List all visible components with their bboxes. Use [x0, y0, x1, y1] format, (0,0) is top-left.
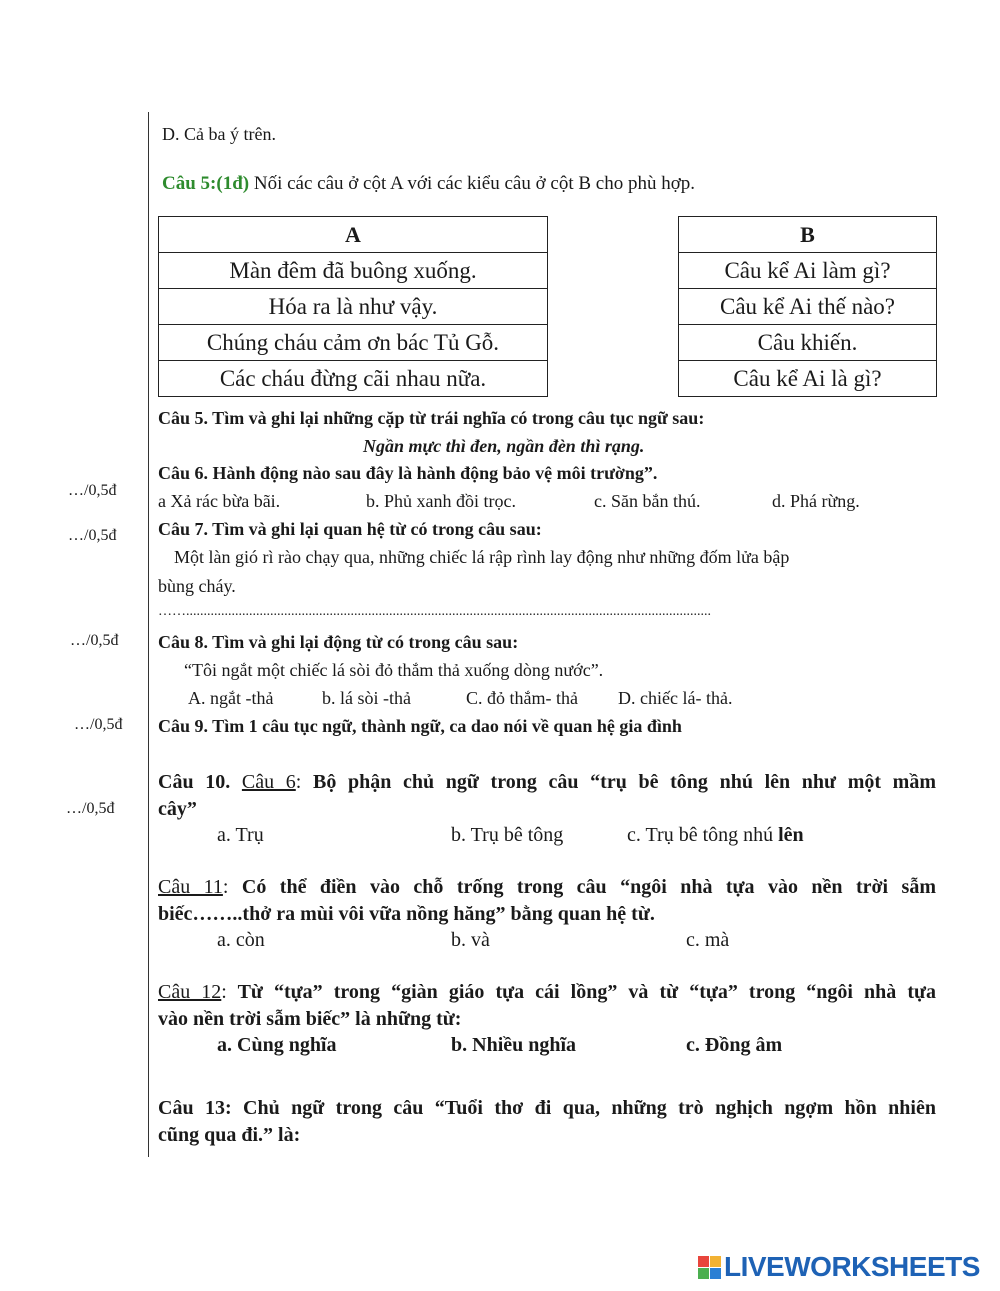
margin-rule — [148, 112, 149, 1157]
q12-question-line1: Câu 12: Từ “tựa” trong “giàn giáo tựa cái lồng” và từ “tựa” trong “ngôi nhà tựa — [158, 981, 937, 1003]
q6-option-b[interactable]: b. Phủ xanh đồi trọc. — [366, 491, 516, 511]
logo-square-red — [698, 1256, 709, 1267]
column-b-item[interactable]: Câu kể Ai làm gì? — [679, 253, 937, 289]
column-b-item[interactable]: Câu kể Ai là gì? — [679, 361, 937, 397]
q10-label: Câu 10. — [158, 771, 231, 793]
q6-question: Câu 6. Hành động nào sau đây là hành động bảo vệ môi trường”. — [158, 463, 658, 483]
q11-question-line2: biếc……..thở ra mùi vôi vữa nồng hăng” bằng quan hệ từ. — [158, 903, 655, 925]
logo-grid-icon — [698, 1256, 721, 1279]
q4-option-d: D. Cả ba ý trên. — [162, 124, 276, 144]
column-b-item[interactable]: Câu kể Ai thế nào? — [679, 289, 937, 325]
logo-square-blue — [710, 1268, 721, 1279]
q13-question-line1: Câu 13: Chủ ngữ trong câu “Tuổi thơ đi qua, những trò nghịch ngợm hồn nhiên — [158, 1097, 936, 1119]
q5b-question: Câu 5. Tìm và ghi lại những cặp từ trái nghĩa có trong câu tục ngữ sau: — [158, 408, 705, 428]
q12-option-a[interactable]: a. Cùng nghĩa — [217, 1034, 337, 1056]
logo-square-green — [698, 1268, 709, 1279]
q10-question-line2: cây” — [158, 798, 197, 820]
q8-sentence: “Tôi ngắt một chiếc lá sòi đỏ thắm thả xuống dòng nước”. — [184, 660, 604, 680]
q5-label: Câu 5:(1đ) — [162, 173, 250, 194]
q11-question-text: Có thể điền vào chỗ trống trong câu “ngôi nhà tựa vào nền trời sẫm — [241, 876, 936, 898]
q11-question-line1: Câu 11: Có thể điền vào chỗ trống trong câu “ngôi nhà tựa vào nền trời sẫm — [158, 876, 936, 898]
logo-text: LIVEWORKSHEETS — [724, 1251, 980, 1282]
q12-question-line2: vào nền trời sẫm biếc” là những từ: — [158, 1008, 462, 1030]
q12-option-b[interactable]: b. Nhiều nghĩa — [451, 1034, 577, 1056]
q10-option-c[interactable] — [627, 824, 804, 847]
q11-label: Câu 11 — [158, 876, 223, 898]
q9-question: Câu 9. Tìm 1 câu tục ngữ, thành ngữ, ca dao nói về quan hệ gia đình — [158, 716, 682, 736]
column-a-table — [158, 216, 548, 397]
q5b-proverb: Ngần mực thì đen, ngần đèn thì rạng. — [363, 436, 645, 456]
q7-question: Câu 7. Tìm và ghi lại quan hệ từ có trong câu sau: — [158, 519, 542, 539]
q12-label: Câu 12 — [158, 981, 222, 1003]
q9-score: …/0,5đ — [74, 716, 123, 733]
q12-question-text: Từ “tựa” trong “giàn giáo tựa cái lồng” và từ “tựa” trong “ngôi nhà tựa — [237, 981, 937, 1003]
q6-score: …/0,5đ — [68, 482, 117, 499]
q7-sentence-line1: Một làn gió rì rào chạy qua, những chiếc lá rập rình lay động như những đốm lửa bập — [174, 547, 790, 567]
q10-question-text: Bộ phận chủ ngữ trong câu “trụ bê tông nhú lên như một mầm — [312, 771, 937, 793]
q8-option-c[interactable]: C. đỏ thắm- thả — [466, 688, 578, 708]
column-a-item[interactable]: Màn đêm đã buông xuống. — [159, 253, 548, 289]
q10-option-a[interactable]: a. Trụ — [217, 824, 264, 846]
q10-option-c-bold: lên — [778, 824, 804, 846]
q8-question: Câu 8. Tìm và ghi lại động từ có trong câu sau: — [158, 632, 519, 652]
column-b-table — [678, 216, 937, 397]
q10-sub-label: Câu 6 — [241, 771, 296, 793]
q8-option-b[interactable]: b. lá sòi -thả — [322, 688, 411, 708]
q6-option-c[interactable]: c. Săn bắn thú. — [594, 491, 701, 511]
q5-instruction — [162, 173, 695, 195]
q8-score: …/0,5đ — [70, 632, 119, 649]
liveworksheets-logo — [698, 1252, 980, 1282]
q7-sentence-line2: bùng cháy. — [158, 576, 236, 596]
q13-question-line2: cũng qua đi.” là: — [158, 1124, 301, 1146]
q10-score: …/0,5đ — [66, 800, 115, 817]
column-b-item[interactable]: Câu khiến. — [679, 325, 937, 361]
q8-option-a[interactable]: A. ngắt -thả — [188, 688, 274, 708]
q7-score: …/0,5đ — [68, 527, 117, 544]
q7-answer-line[interactable]: ……...................................................................................................................................................... — [158, 604, 711, 619]
q10-question-line1: Câu 10. Câu 6: Bộ phận chủ ngữ trong câu “trụ bê tông nhú lên như một mầm — [158, 771, 937, 793]
q6-option-a[interactable]: a Xả rác bừa bãi. — [158, 491, 281, 511]
q10-option-c-text: c. Trụ bê tông nhú — [627, 824, 779, 846]
q12-option-c[interactable]: c. Đồng âm — [686, 1034, 783, 1056]
column-a-item[interactable]: Các cháu đừng cãi nhau nữa. — [159, 361, 548, 397]
q5-instruction-text: Nối các câu ở cột A với các kiểu câu ở cột B cho phù hợp. — [249, 173, 696, 194]
column-a-item[interactable]: Hóa ra là như vậy. — [159, 289, 548, 325]
q6-option-d[interactable]: d. Phá rừng. — [772, 491, 860, 511]
q11-option-b[interactable]: b. và — [451, 929, 490, 951]
column-b-header: B — [679, 217, 937, 253]
q11-option-a[interactable]: a. còn — [217, 929, 265, 951]
q10-option-b[interactable]: b. Trụ bê tông — [451, 824, 564, 846]
q11-option-c[interactable]: c. mà — [686, 929, 730, 951]
logo-square-yellow — [710, 1256, 721, 1267]
column-a-item[interactable]: Chúng cháu cảm ơn bác Tủ Gỗ. — [159, 325, 548, 361]
q8-option-d[interactable]: D. chiếc lá- thả. — [618, 688, 733, 708]
column-a-header: A — [159, 217, 548, 253]
